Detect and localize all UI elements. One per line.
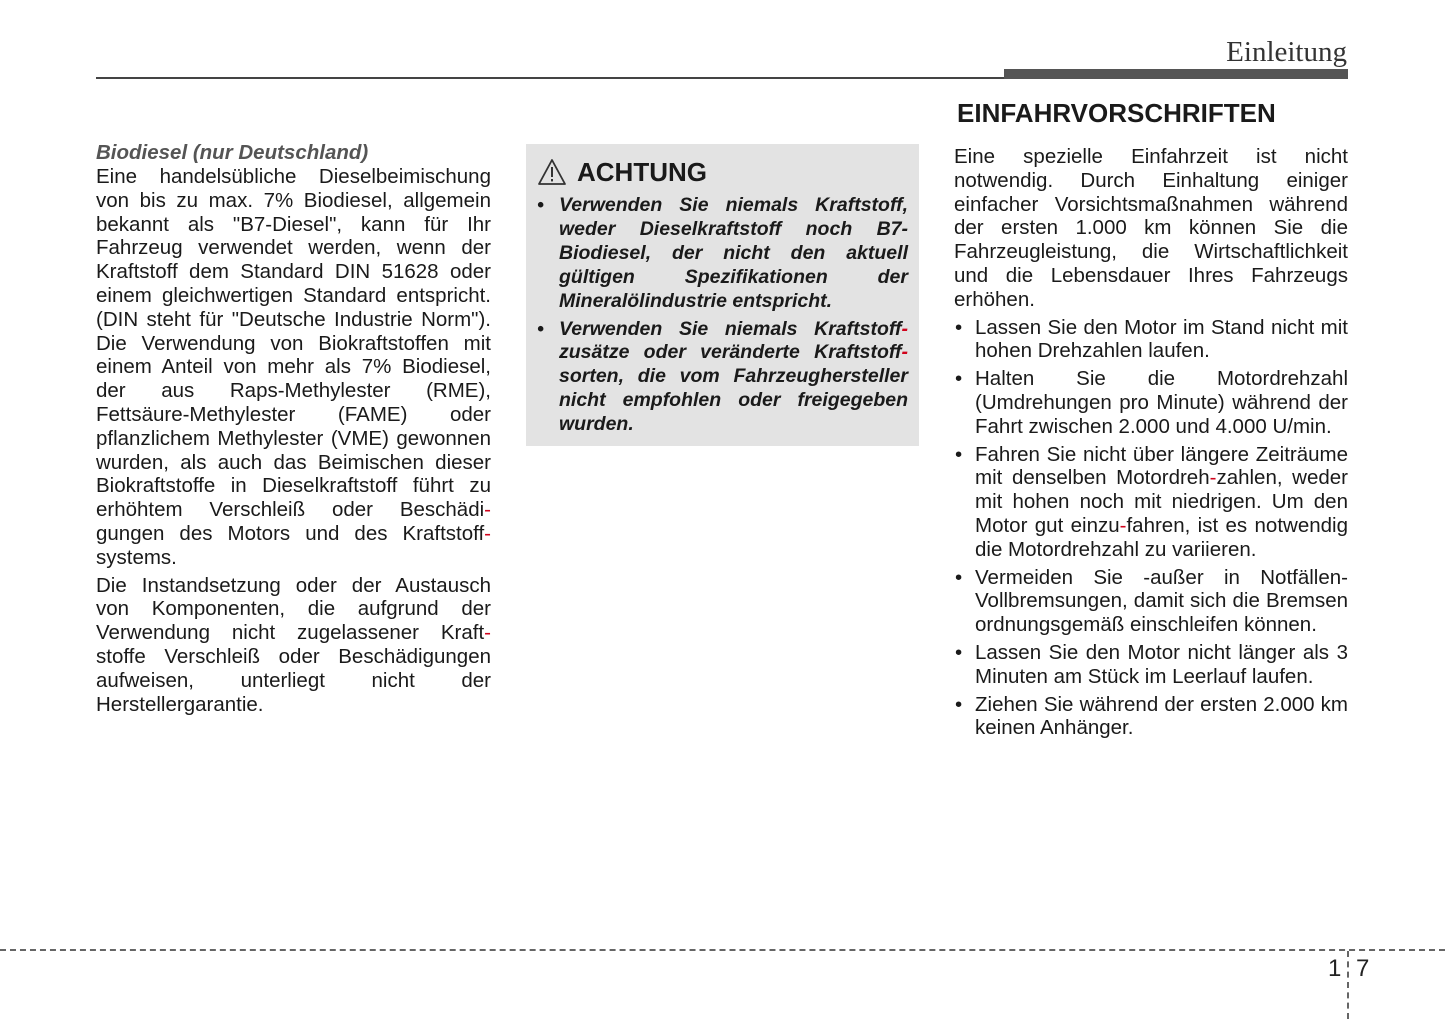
- footer-divider: [0, 949, 1445, 951]
- bullet-icon: •: [537, 317, 544, 340]
- bullet-icon: •: [537, 194, 544, 216]
- list-item: • Lassen Sie den Motor nicht länger als 3 Minuten am Stück im Leerlauf laufen.: [955, 640, 1348, 688]
- chapter-number: 1: [1328, 955, 1342, 982]
- list-item: • Halten Sie die Motordrehzahl (Umdrehungen pro Minute) während der Fahrt zwischen 2.000 und 4.000 U/min.: [955, 367, 1348, 438]
- breakin-intro: Eine spezielle Einfahrzeit ist nicht notwendig. Durch Einhaltung einiger einfacher Vorsichtsmaßnahmen während der ersten 1.000 km können Sie die Fahrzeugleistung, die Wirtschaftlichkeit und die Lebensdauer Ihres Fahrzeugs erhöhen.: [954, 145, 1348, 311]
- header-rule: [96, 77, 1004, 79]
- breakin-heading: EINFAHRVORSCHRIFTEN: [957, 98, 1276, 128]
- breakin-column: [954, 97, 1348, 744]
- biodiesel-subheading: Biodiesel (nur Deutschland): [96, 141, 369, 164]
- biodiesel-column: [96, 141, 491, 716]
- list-item: • Fahren Sie nicht über längere Zeiträume mit denselben Motordreh-zahlen, weder mit hohen noch mit niedrigen. Um den Motor gut einzu-fahren, ist es notwendig die Motordrehzahl zu variieren.: [955, 442, 1348, 561]
- list-item: • Lassen Sie den Motor im Stand nicht mit hohen Drehzahlen laufen.: [955, 315, 1348, 363]
- bullet-icon: •: [955, 315, 963, 339]
- bullet-icon: •: [955, 565, 963, 589]
- page-number-divider: [1347, 951, 1349, 1019]
- bullet-icon: •: [955, 692, 963, 716]
- warning-header: [537, 156, 908, 188]
- warning-item: • Verwenden Sie niemals Kraftstoff-zusätze oder veränderte Kraftstoff-sorten, die vom Fahrzeughersteller nicht empfohlen oder freigegeben wurden.: [537, 317, 908, 436]
- bullet-icon: •: [955, 640, 963, 664]
- header-rule-accent: [1004, 69, 1348, 79]
- warning-title: ACHTUNG: [577, 156, 707, 187]
- list-item: • Ziehen Sie während der ersten 2.000 km keinen Anhänger.: [955, 692, 1348, 740]
- bullet-icon: •: [955, 367, 963, 391]
- biodiesel-paragraph: Eine handelsübliche Dieselbeimischung von bis zu max. 7% Biodiesel, allgemein bekannt als "B7-Diesel", kann für Ihr Fahrzeug verwendet werden, wenn der Kraftstoff dem Standard DIN 51628 oder einem gleichwertigen Standard entspricht. (DIN steht für "Deutsche Industrie Norm"). Die Verwendung von Biokraftstoffen mit einem Anteil von mehr als 7% Biodiesel, der aus Raps-Methylester (RME), Fettsäure-Methylester (FAME) oder pflanzlichem Methylester (VME) gewonnen wurden, als auch das Beimischen dieser Biokraftstoffe in Dieselkraftstoff führt zu erhöhtem Verschleiß oder Beschädi-gungen des Motors und des Kraftstoff-systems.: [96, 165, 491, 569]
- warning-triangle-icon: [537, 158, 567, 186]
- warranty-paragraph: Die Instandsetzung oder der Austausch von Komponenten, die aufgrund der Verwendung nicht zugelassener Kraft-stoffe Verschleiß oder Beschädigungen aufweisen, unterliegt nicht der Herstellergarantie.: [96, 573, 491, 716]
- section-title: Einleitung: [1226, 36, 1347, 68]
- page-number: 7: [1356, 955, 1370, 982]
- breakin-list: [954, 316, 1348, 741]
- list-item: • Vermeiden Sie -außer in Notfällen-Vollbremsungen, damit sich die Bremsen ordnungsgemäß einschleifen können.: [955, 565, 1348, 637]
- warning-list: [537, 194, 908, 437]
- bullet-icon: •: [955, 442, 963, 466]
- warning-box: [526, 144, 919, 446]
- warning-item: • Verwenden Sie niemals Kraftstoff, weder Dieselkraftstoff noch B7-Biodiesel, der nicht den aktuell gültigen Spezifikationen der Mineralölindustrie entspricht.: [537, 194, 908, 312]
